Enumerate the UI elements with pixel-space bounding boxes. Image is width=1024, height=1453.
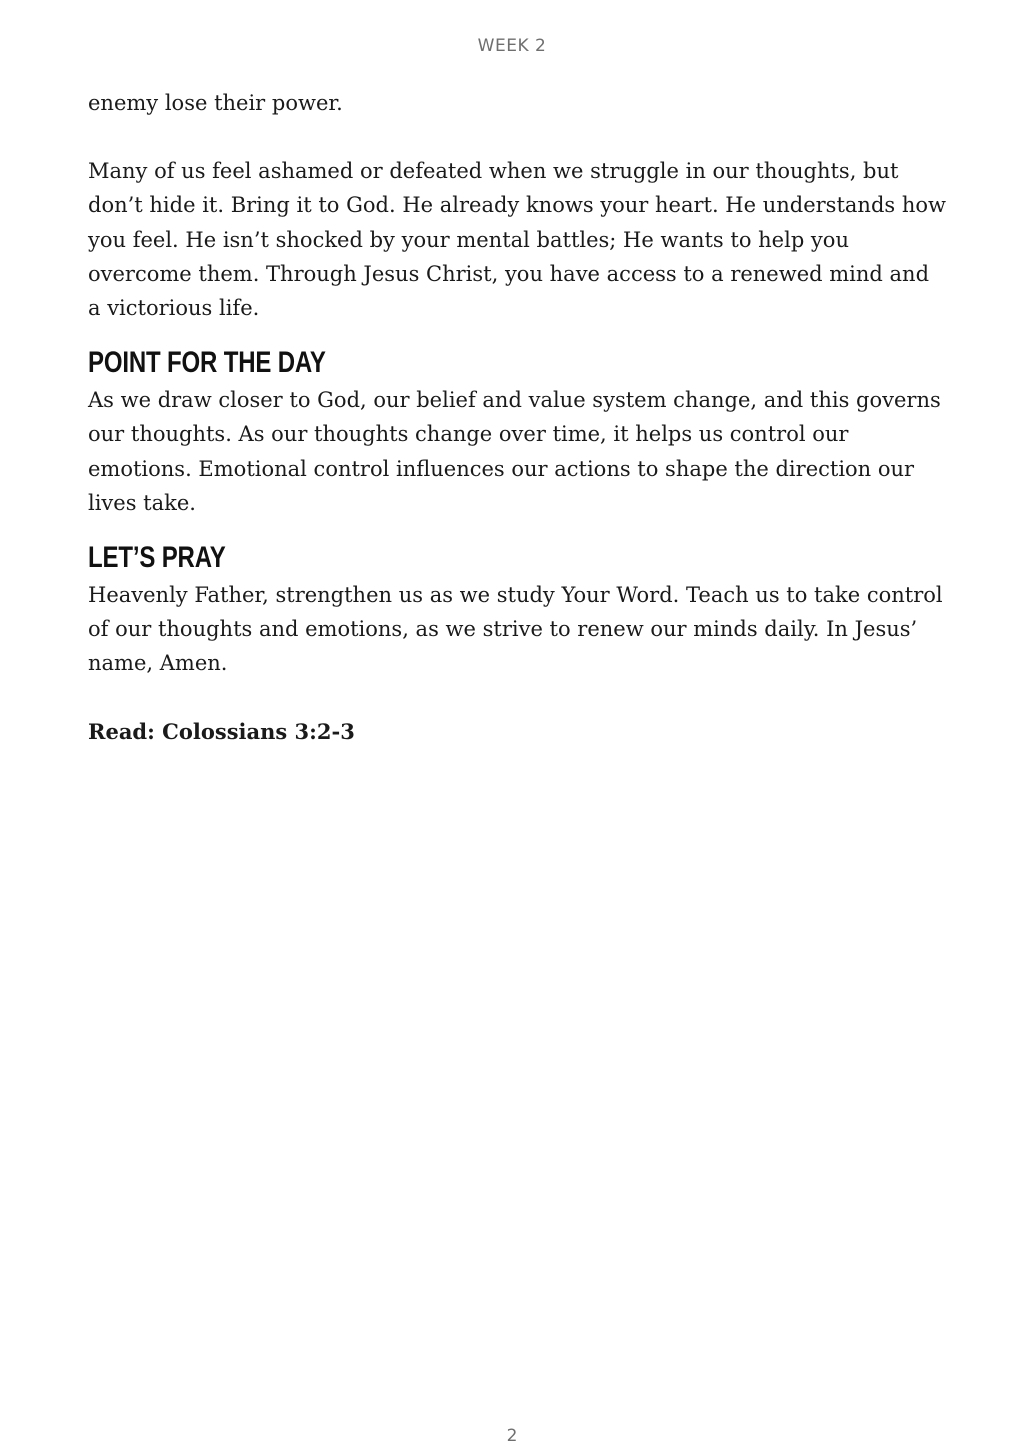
running-header: WEEK 2 [477, 36, 547, 56]
page-content [88, 86, 948, 749]
body-paragraph: Many of us feel ashamed or defeated when we struggle in our thoughts, but don’t hide it. Bring it to God. He already knows your heart. He understands how you feel. He isn’t shocked by your mental battles; He wants to help you overcome them. Through Jesus Christ, you have access to a renewed mind and a victorious life. [88, 159, 946, 321]
page-number: 2 [506, 1426, 518, 1446]
continuation-paragraph: enemy lose their power. [88, 91, 343, 115]
prayer-paragraph: Heavenly Father, strengthen us as we study Your Word. Teach us to take control of our thoughts and emotions, as we strive to renew our minds daily. In Jesus’ name, Amen. [88, 583, 943, 676]
prayer-heading: LET’S PRAY [88, 541, 226, 575]
point-paragraph: As we draw closer to God, our belief and value system change, and this governs our thoughts. As our thoughts change over time, it helps us control our emotions. Emotional control influences our actions to shape the direction our lives take. [88, 388, 941, 515]
point-heading: POINT FOR THE DAY [88, 346, 326, 380]
scripture-reading: Read: Colossians 3:2-3 [88, 718, 355, 744]
